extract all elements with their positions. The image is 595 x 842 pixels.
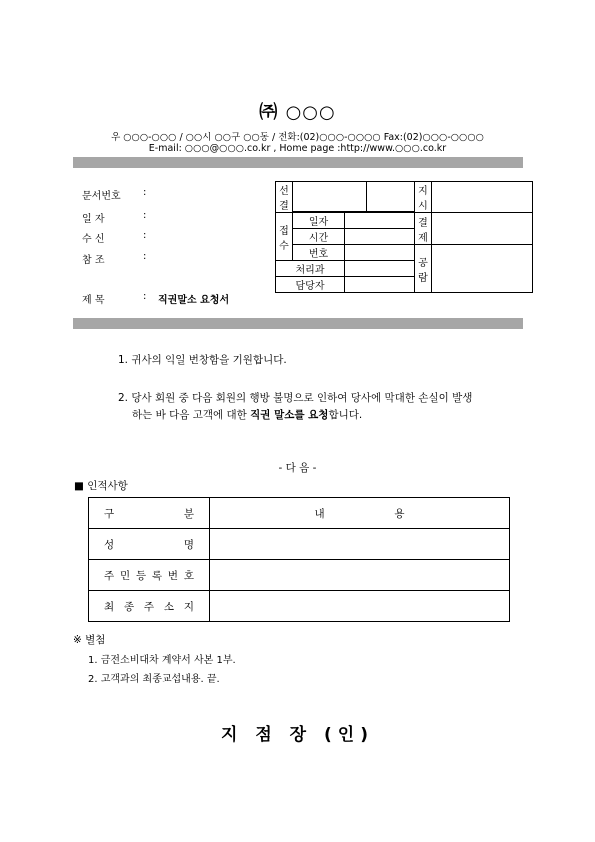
receipt-time-value <box>345 229 415 245</box>
doc-no-label: 문서번호 <box>82 191 121 202</box>
reference-label: 참 조 <box>82 255 105 266</box>
info-row-addr-label: 최 종 주 소 지 <box>89 591 210 622</box>
person-label: 담당자 <box>276 277 345 293</box>
contact-line: E-mail: ○○○@○○○.co.kr , Home page :http://www.○○○.co.kr <box>148 143 447 154</box>
decision-value-cell <box>432 213 533 245</box>
receipt-time-label: 시간 <box>293 229 345 245</box>
date-label: 일 자 <box>82 214 105 225</box>
receipt-number-label: 번호 <box>293 245 345 261</box>
info-table <box>88 497 510 622</box>
person-value <box>345 277 415 293</box>
sign-cell-2 <box>367 182 415 212</box>
recipient-colon: : <box>143 230 147 241</box>
info-row-id-value <box>210 560 510 591</box>
info-header-left: 구 분 <box>89 498 210 529</box>
info-row-addr-value <box>210 591 510 622</box>
body-item-2-line-2: 하는 바 다음 고객에 대한 직권 말소를 요청합니다. <box>132 409 363 421</box>
receipt-date-label: 일자 <box>293 213 345 229</box>
decision-label-cell: 결 제 <box>415 213 432 245</box>
info-row-id-label: 주 민 등 록 번 호 <box>89 560 210 591</box>
body-item-1: 1. 귀사의 익일 번창함을 기원합니다. <box>118 354 287 366</box>
approval-table <box>275 181 533 293</box>
circulate-value-cell <box>432 245 533 293</box>
instruction-label-cell: 지 시 <box>415 182 432 213</box>
top-divider-bar <box>73 157 523 168</box>
info-section-title: ■ 인적사항 <box>74 480 128 492</box>
info-row-name-label: 성 명 <box>89 529 210 560</box>
recipient-label: 수 신 <box>82 234 105 245</box>
date-colon: : <box>143 210 147 221</box>
attachment-item-1: 1. 금전소비대차 계약서 사본 1부. <box>88 655 236 666</box>
attachments-title: ※ 별첨 <box>73 634 106 646</box>
emphasis-text: 직권 말소를 요청 <box>250 409 329 421</box>
subject-label: 제 목 <box>82 295 105 306</box>
instruction-value-cell <box>432 182 533 213</box>
receipt-date-value <box>345 213 415 229</box>
circulate-label-cell: 공 람 <box>415 245 432 293</box>
doc-no-colon: : <box>143 187 147 198</box>
attachment-item-2: 2. 고객과의 최종교섭내용. 끝. <box>88 674 220 685</box>
address-line: 우 ○○○-○○○ / ○○시 ○○구 ○○동 / 전화:(02)○○○-○○○○ Fax:(02)○○○-○○○○ <box>111 132 484 143</box>
info-header-right: 내 용 <box>210 498 510 529</box>
dept-label: 처리과 <box>276 261 345 277</box>
dept-value <box>345 261 415 277</box>
subject-value: 직권말소 요청서 <box>158 295 230 306</box>
sign-cell-1 <box>293 182 367 212</box>
sign-label-cell: 선 결 <box>276 182 293 213</box>
next-heading: - 다 음 - <box>278 462 317 474</box>
body-item-2-line-1: 2. 당사 회원 중 다음 회원의 행방 불명으로 인하여 당사에 막대한 손실이 발생 <box>118 392 473 404</box>
subject-colon: : <box>143 291 147 302</box>
receipt-label-cell: 접 수 <box>276 213 293 261</box>
middle-divider-bar <box>73 318 523 329</box>
receipt-number-value <box>345 245 415 261</box>
info-row-name-value <box>210 529 510 560</box>
company-title: ㈜ ○○○ <box>259 102 336 123</box>
signature: 지 점 장 (인) <box>221 725 374 745</box>
reference-colon: : <box>143 251 147 262</box>
